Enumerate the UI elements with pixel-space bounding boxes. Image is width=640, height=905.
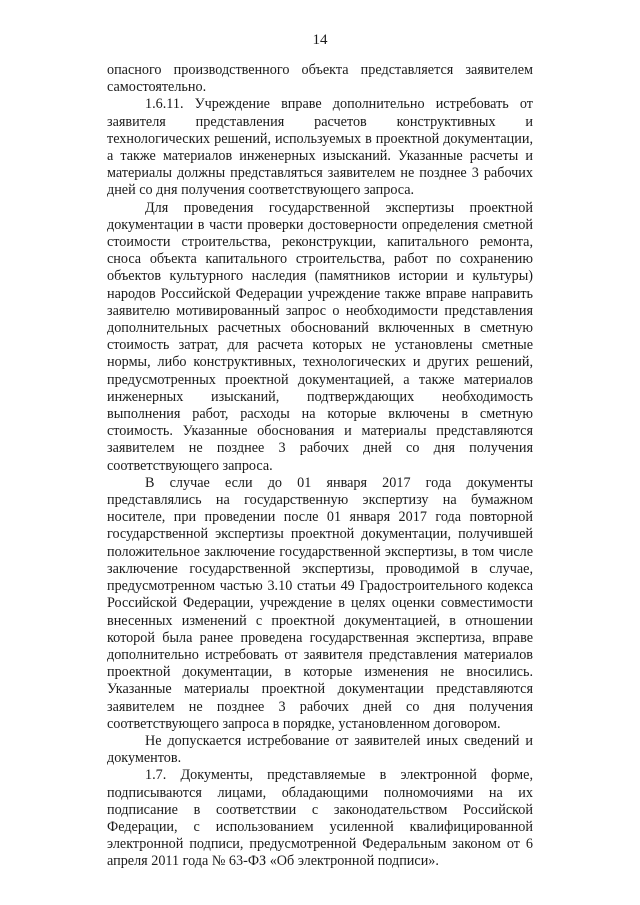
paragraph-continuation: опасного производственного объекта представляется заявителем самостоятельно.: [107, 62, 533, 96]
paragraph-1-6-11: 1.6.11. Учреждение вправе дополнительно истребовать от заявителя представления расчетов конструктивных и технологических решений, используемых в проектной документации, а также материалов инженерных изысканий. Указанные расчеты и материалы должны представляться заявителем не позднее 3 рабочих дней со дня получения соответствующего запроса.: [107, 96, 533, 199]
paragraph-paper-documents-2017: В случае если до 01 января 2017 года документы представлялись на государственную экспертизу на бумажном носителе, при проведении после 01 января 2017 года повторной государственной экспертизы проектной документации, получившей положительное заключение государственной экспертизы, в том числе заключение государственной экспертизы, проводимой в случае, предусмотренном частью 3.10 статьи 49 Градостроительного кодекса Российской Федерации, учреждение в целях оценки совместимости внесенных изменений с проектной документацией, в отношении которой была ранее проведена государственная экспертиза, вправе дополнительно истребовать от заявителя представления материалов проектной документации, в которые изменения не вносились. Указанные материалы проектной документации представляются заявителем не позднее 3 рабочих дней со дня получения соответствующего запроса в порядке, установленном договором.: [107, 474, 533, 732]
page-number: 14: [312, 32, 328, 48]
page-body: [107, 62, 533, 871]
paragraph-no-extra-documents: Не допускается истребование от заявителей иных сведений и документов.: [107, 732, 533, 767]
paragraph-estimate-expertise: Для проведения государственной экспертизы проектной документации в части проверки достоверности определения сметной стоимости строительства, реконструкции, капитального ремонта, сноса объекта капитального строительства, работ по сохранению объектов культурного наследия (памятников истории и культуры) народов Российской Федерации учреждение также вправе направить заявителю мотивированный запрос о необходимости представления дополнительных расчетных обоснований включенных в сметную стоимость затрат, для расчета которых не установлены сметные нормы, либо конструктивных, технологических и других решений, предусмотренных проектной документацией, а также материалов инженерных изысканий, подтверждающих необходимость выполнения работ, расходы на которые включены в сметную стоимость. Указанные обоснования и материалы представляются заявителем не позднее 3 рабочих дней со дня получения соответствующего запроса.: [107, 199, 533, 474]
paragraph-1-7: 1.7. Документы, представляемые в электронной форме, подписываются лицами, обладающими полномочиями на их подписание в соответствии с законодательством Российской Федерации, с использованием усиленной квалифицированной электронной подписи, предусмотренной Федеральным законом от 6 апреля 2011 года № 63-ФЗ «Об электронной подписи».: [107, 767, 533, 870]
